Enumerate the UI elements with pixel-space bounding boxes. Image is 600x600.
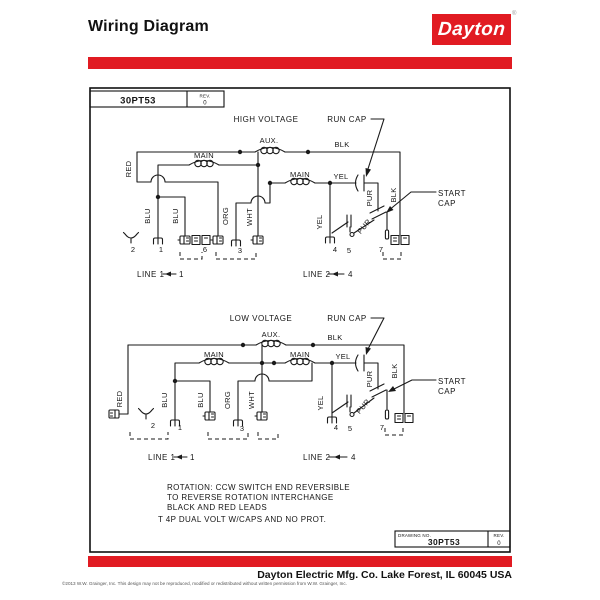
rotation-note-line2: TO REVERSE ROTATION INTERCHANGE [167,493,334,502]
high-voltage-diagram [124,115,466,279]
lv-start-cap-leader [392,380,436,390]
lv-blu1-label: BLU [160,392,169,408]
hv-terminal-6: 6 [202,245,208,254]
hv-rail-connector [391,236,409,245]
lv-terminal-5-contact [350,413,354,417]
lv-start-switch [347,395,351,407]
hv-main-winding-left [189,160,219,166]
lv-terminal-5: 5 [347,424,353,433]
copyright-line: ©2013 W.W. Grainger, Inc. This design may not be reproduced, modified or redistributed without written permission from W.W. Grainger, Inc. [62,581,347,586]
hv-spade-connector-blu [178,236,190,244]
hv-terminal-6-connector [192,236,210,245]
lv-start-cap-label-2: CAP [438,387,456,396]
hv-pur-run-label: PUR [365,189,374,207]
hv-run-cap-label: RUN CAP [327,115,367,124]
hv-org-label: ORG [221,207,230,225]
hv-line1-label: LINE 1 [137,270,165,279]
lv-spade-connector-wht [255,412,267,420]
rev-value: 0 [203,100,207,107]
model-number: 30PT53 [120,95,156,107]
lv-terminal-2: 2 [150,421,156,430]
lv-terminal-2-connector [139,409,154,420]
hv-pur-start-label: PUR [355,217,373,236]
lv-line2-terminal: 4 [351,453,356,462]
hv-aux-winding [255,147,285,153]
hv-spade-connector-org [211,236,223,244]
lv-bracket-left [130,432,168,439]
hv-bracket-mid [216,252,256,259]
lv-main-winding-right [285,358,315,364]
title-block [90,91,224,107]
hv-terminal-5-contact [350,233,354,237]
hv-terminal-2-connector [124,233,139,244]
page-title: Wiring Diagram [88,18,209,35]
lv-title: LOW VOLTAGE [229,314,293,323]
hv-line2-label: LINE 2 [303,270,331,279]
hv-terminal-3: 3 [237,246,243,255]
lv-bracket-mid2 [258,432,278,439]
hv-line1-terminal: 1 [179,270,184,279]
lv-main-left-label: MAIN [204,350,224,359]
lv-line1-terminal: 1 [190,453,195,462]
lv-terminal-4-connector [328,412,337,423]
lv-pur-run-label: PUR [365,370,374,388]
lv-spade-connector-blu [203,412,215,420]
hv-bracket-right [383,252,401,259]
drawing-number-block [395,531,510,547]
registered-trademark-icon: ® [512,11,517,17]
hv-start-switch [347,215,351,227]
hv-blu2-label: BLU [171,208,180,224]
hv-run-cap-leader [367,119,384,172]
lv-terminal-4: 4 [333,423,339,432]
lv-run-cap-leader [367,318,384,351]
hv-main-left-label: MAIN [194,151,214,160]
lv-blk-top-label: BLK [327,333,343,342]
hv-yel-drop-label: YEL [315,214,324,230]
hv-blk-top-label: BLK [334,140,350,149]
notes-block [158,483,350,524]
hv-run-capacitor [356,175,365,191]
lv-bracket-right [385,428,403,435]
lv-bracket-mid [208,432,248,439]
lv-terminal-7: 7 [379,423,385,432]
hv-terminal-4-connector [326,232,335,243]
drawing-no-label: DRAWING NO. [398,533,432,538]
hv-yel-top-label: YEL [333,172,349,181]
hv-start-cap-label-1: START [438,189,466,198]
hv-blk-rail-label: BLK [389,187,398,203]
hv-aux-label: AUX. [259,136,279,145]
lv-line1-label: LINE 1 [148,453,176,462]
hv-main-winding-right [285,178,315,184]
hv-terminal-7: 7 [378,245,384,254]
hv-terminal-1: 1 [158,245,164,254]
drawing-rev-label: REV. [493,533,505,538]
lv-pur-start-label: PUR [354,397,372,416]
hv-spade-connector-wht [251,236,263,244]
lv-run-cap-label: RUN CAP [327,314,367,323]
rotation-note-line3: BLACK AND RED LEADS [167,503,268,512]
lv-org-label: ORG [223,391,232,409]
hv-terminal-7-connector [385,230,388,239]
hv-terminal-5: 5 [346,246,352,255]
hv-blu1-label: BLU [143,208,152,224]
lv-aux-winding [256,340,286,346]
lv-red-label: RED [115,390,124,408]
hv-terminal-4: 4 [332,245,338,254]
bottom-red-divider [88,556,512,567]
hv-bracket-left [180,252,202,259]
hv-title: HIGH VOLTAGE [233,115,299,124]
company-address-line: Dayton Electric Mfg. Co. Lake Forest, IL 60045 USA [257,569,512,581]
hv-wht-label: WHT [245,208,254,226]
hv-line2-terminal: 4 [348,270,353,279]
rotation-note-line1: ROTATION: CCW SWITCH END REVERSIBLE [167,483,351,492]
lv-main-right-label: MAIN [290,350,310,359]
lv-yel-top-label: YEL [335,352,351,361]
lv-terminal-7-connector [385,410,388,419]
lv-terminal-3: 3 [239,424,245,433]
hv-red-label: RED [124,160,133,178]
lv-wht-label: WHT [247,391,256,409]
lv-side-connector [109,410,121,418]
lv-yel-drop-label: YEL [316,395,325,411]
lv-start-cap-label-1: START [438,377,466,386]
dayton-logo-text: Dayton [437,18,506,40]
lv-line2-label: LINE 2 [303,453,331,462]
hv-terminal-2: 2 [130,245,136,254]
type-note: T 4P DUAL VOLT W/CAPS AND NO PROT. [158,515,327,524]
drawing-rev-value: 0 [497,541,501,547]
hv-terminal-1-connector [154,233,163,244]
hv-start-cap-label-2: CAP [438,199,456,208]
lv-blk-rail-label: BLK [390,363,399,379]
hv-terminal-3-connector [232,235,241,246]
hv-main-right-label: MAIN [290,170,310,179]
low-voltage-diagram [109,314,466,462]
rev-label: REV. [199,93,211,99]
lv-aux-label: AUX. [261,330,281,339]
lv-run-capacitor [356,355,365,371]
lv-main-winding-left [199,358,229,364]
drawing-no-value: 30PT53 [427,537,461,547]
lv-rail-connector [395,414,413,423]
lv-blu2-label: BLU [196,392,205,408]
lv-terminal-1: 1 [177,423,183,432]
